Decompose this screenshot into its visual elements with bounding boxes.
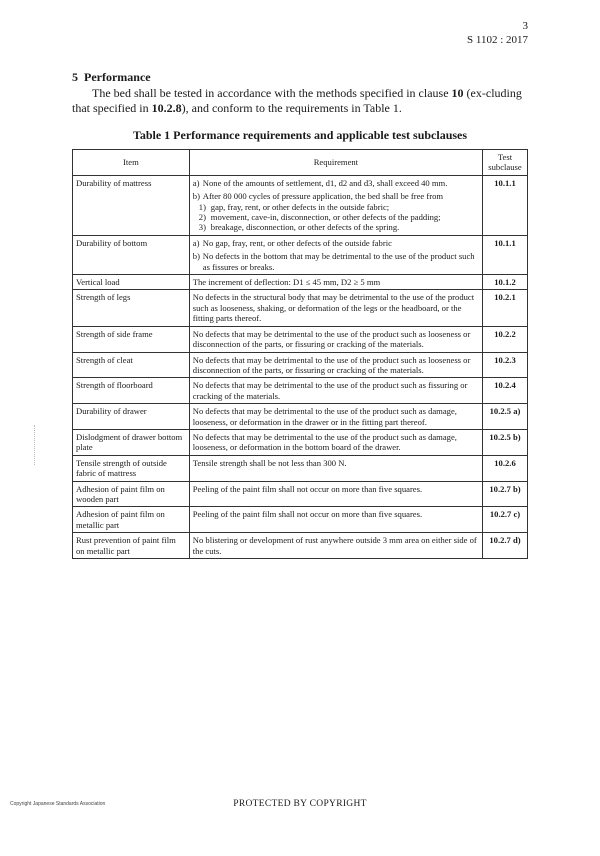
table-row bbox=[73, 481, 528, 507]
item-cell: Durability of bottom bbox=[73, 235, 190, 274]
table-row bbox=[73, 275, 528, 290]
requirement-list-item bbox=[193, 212, 479, 222]
table-row bbox=[73, 533, 528, 559]
page-number: 3 bbox=[522, 20, 528, 32]
item-cell: Durability of mattress bbox=[73, 175, 190, 235]
header-item: Item bbox=[73, 150, 190, 176]
requirement-cell: No blistering or development of rust anywhere outside 3 mm area on either side of the cuts. bbox=[189, 533, 482, 559]
item-cell: Strength of side frame bbox=[73, 326, 190, 352]
intro-text: (ex-cluding that specified in bbox=[72, 86, 522, 115]
item-cell: Durability of drawer bbox=[73, 404, 190, 430]
list-marker: 3) bbox=[198, 222, 206, 233]
subclause-cell: 10.1.1 bbox=[483, 235, 528, 274]
footer-protected: PROTECTED BY COPYRIGHT bbox=[233, 799, 367, 809]
item-cell: Dislodgment of drawer bottom plate bbox=[73, 429, 190, 455]
list-marker: b) bbox=[192, 191, 200, 202]
subclause-cell: 10.2.1 bbox=[483, 290, 528, 326]
requirement-cell bbox=[189, 235, 482, 274]
subclause-cell: 10.2.5 a) bbox=[483, 404, 528, 430]
subclause-cell: 10.2.2 bbox=[483, 326, 528, 352]
item-cell: Rust prevention of paint film on metallic part bbox=[73, 533, 190, 559]
requirement-cell: No defects that may be detrimental to the use of the product such as fissuring or cracking of the materials. bbox=[189, 378, 482, 404]
subclause-cell: 10.2.3 bbox=[483, 352, 528, 378]
requirement-list-item bbox=[193, 251, 479, 272]
requirement-list-item bbox=[193, 238, 479, 248]
item-cell: Vertical load bbox=[73, 275, 190, 290]
intro-text: ), and conform to the requirements in Table 1. bbox=[181, 101, 402, 115]
list-text: None of the amounts of settlement, d1, d2 and d3, shall exceed 40 mm. bbox=[202, 177, 448, 188]
item-cell: Strength of floorboard bbox=[73, 378, 190, 404]
list-text: gap, fray, rent, or other defects in the outside fabric; bbox=[210, 201, 390, 212]
clause-reference: 10.2.8 bbox=[151, 101, 182, 115]
footer-copyright: Copyright Japanese Standards Association bbox=[10, 801, 106, 807]
table-row bbox=[73, 455, 528, 481]
requirement-cell: No defects in the structural body that may be detrimental to the use of the product such as looseness, shaking, or deformation of the legs or the headboard, or the fitting parts thereof. bbox=[189, 290, 482, 326]
subclause-cell: 10.1.2 bbox=[483, 275, 528, 290]
subclause-cell: 10.2.7 c) bbox=[483, 507, 528, 533]
requirement-cell bbox=[189, 175, 482, 235]
item-cell: Adhesion of paint film on wooden part bbox=[73, 481, 190, 507]
clause-reference: 10 bbox=[451, 86, 464, 100]
requirement-cell: The increment of deflection: D1 ≤ 45 mm, D2 ≥ 5 mm bbox=[189, 275, 482, 290]
table-row bbox=[73, 429, 528, 455]
list-marker: b) bbox=[192, 251, 200, 262]
list-marker: 2) bbox=[198, 212, 206, 223]
table-row bbox=[73, 404, 528, 430]
subclause-cell: 10.2.7 b) bbox=[483, 481, 528, 507]
standard-number: S 1102 : 2017 bbox=[466, 34, 528, 46]
subclause-cell: 10.2.7 d) bbox=[483, 533, 528, 559]
section-title: Performance bbox=[84, 70, 151, 84]
requirement-list-item bbox=[193, 222, 479, 232]
table-row bbox=[73, 235, 528, 274]
table-row bbox=[73, 378, 528, 404]
table-caption: Table 1 Performance requirements and applicable test subclauses bbox=[132, 128, 468, 142]
subclause-cell: 10.1.1 bbox=[483, 175, 528, 235]
requirement-cell: Peeling of the paint film shall not occur on more than five squares. bbox=[189, 507, 482, 533]
requirement-cell: No defects that may be detrimental to the use of the product such as looseness or disconnection of the parts, or fissuring or cracking of the materials. bbox=[189, 352, 482, 378]
table-row bbox=[73, 507, 528, 533]
item-cell: Adhesion of paint film on metallic part bbox=[73, 507, 190, 533]
subclause-cell: 10.2.5 b) bbox=[483, 429, 528, 455]
requirement-cell: Peeling of the paint film shall not occur on more than five squares. bbox=[189, 481, 482, 507]
requirement-cell: No defects that may be detrimental to the use of the product such as damage, looseness, or deformation in the drawer or in the fitting part thereof. bbox=[189, 404, 482, 430]
performance-table bbox=[72, 149, 528, 559]
list-marker: 1) bbox=[198, 201, 206, 212]
list-text: No gap, fray, rent, or other defects of the outside fabric bbox=[202, 237, 392, 248]
header-subclause: Test subclause bbox=[483, 150, 528, 176]
table-row bbox=[73, 352, 528, 378]
list-text: No defects in the bottom that may be detrimental to the use of the product such as fissures or breaks. bbox=[202, 251, 475, 272]
header-requirement: Requirement bbox=[189, 150, 482, 176]
intro-paragraph bbox=[72, 86, 528, 116]
item-cell: Strength of cleat bbox=[73, 352, 190, 378]
requirement-list-item bbox=[193, 178, 479, 188]
requirement-list-item bbox=[193, 191, 479, 201]
list-marker: a) bbox=[192, 237, 200, 248]
list-text: After 80 000 cycles of pressure application, the bed shall be free from bbox=[202, 191, 444, 202]
list-marker: a) bbox=[192, 177, 200, 188]
intro-text: The bed shall be tested in accordance with the methods specified in clause bbox=[92, 86, 452, 100]
list-text: movement, cave-in, disconnection, or other defects of the padding; bbox=[210, 212, 441, 223]
requirement-list-item bbox=[193, 202, 479, 212]
requirement-cell: Tensile strength shall be not less than 300 N. bbox=[189, 455, 482, 481]
table-row bbox=[73, 326, 528, 352]
list-text: breakage, disconnection, or other defects of the spring. bbox=[210, 222, 400, 233]
table-header-row bbox=[73, 150, 528, 176]
table-row bbox=[73, 175, 528, 235]
section-heading bbox=[72, 70, 151, 85]
requirement-cell: No defects that may be detrimental to the use of the product such as looseness or disconnection of the parts, or fissuring or cracking of the materials. bbox=[189, 326, 482, 352]
requirement-cell: No defects that may be detrimental to the use of the product such as damage, looseness, or deformation in the bottom board of the drawer. bbox=[189, 429, 482, 455]
scan-edge-mark bbox=[34, 425, 36, 465]
table-row bbox=[73, 290, 528, 326]
subclause-cell: 10.2.6 bbox=[483, 455, 528, 481]
subclause-cell: 10.2.4 bbox=[483, 378, 528, 404]
item-cell: Strength of legs bbox=[73, 290, 190, 326]
item-cell: Tensile strength of outside fabric of mattress bbox=[73, 455, 190, 481]
section-number: 5 bbox=[72, 70, 78, 84]
